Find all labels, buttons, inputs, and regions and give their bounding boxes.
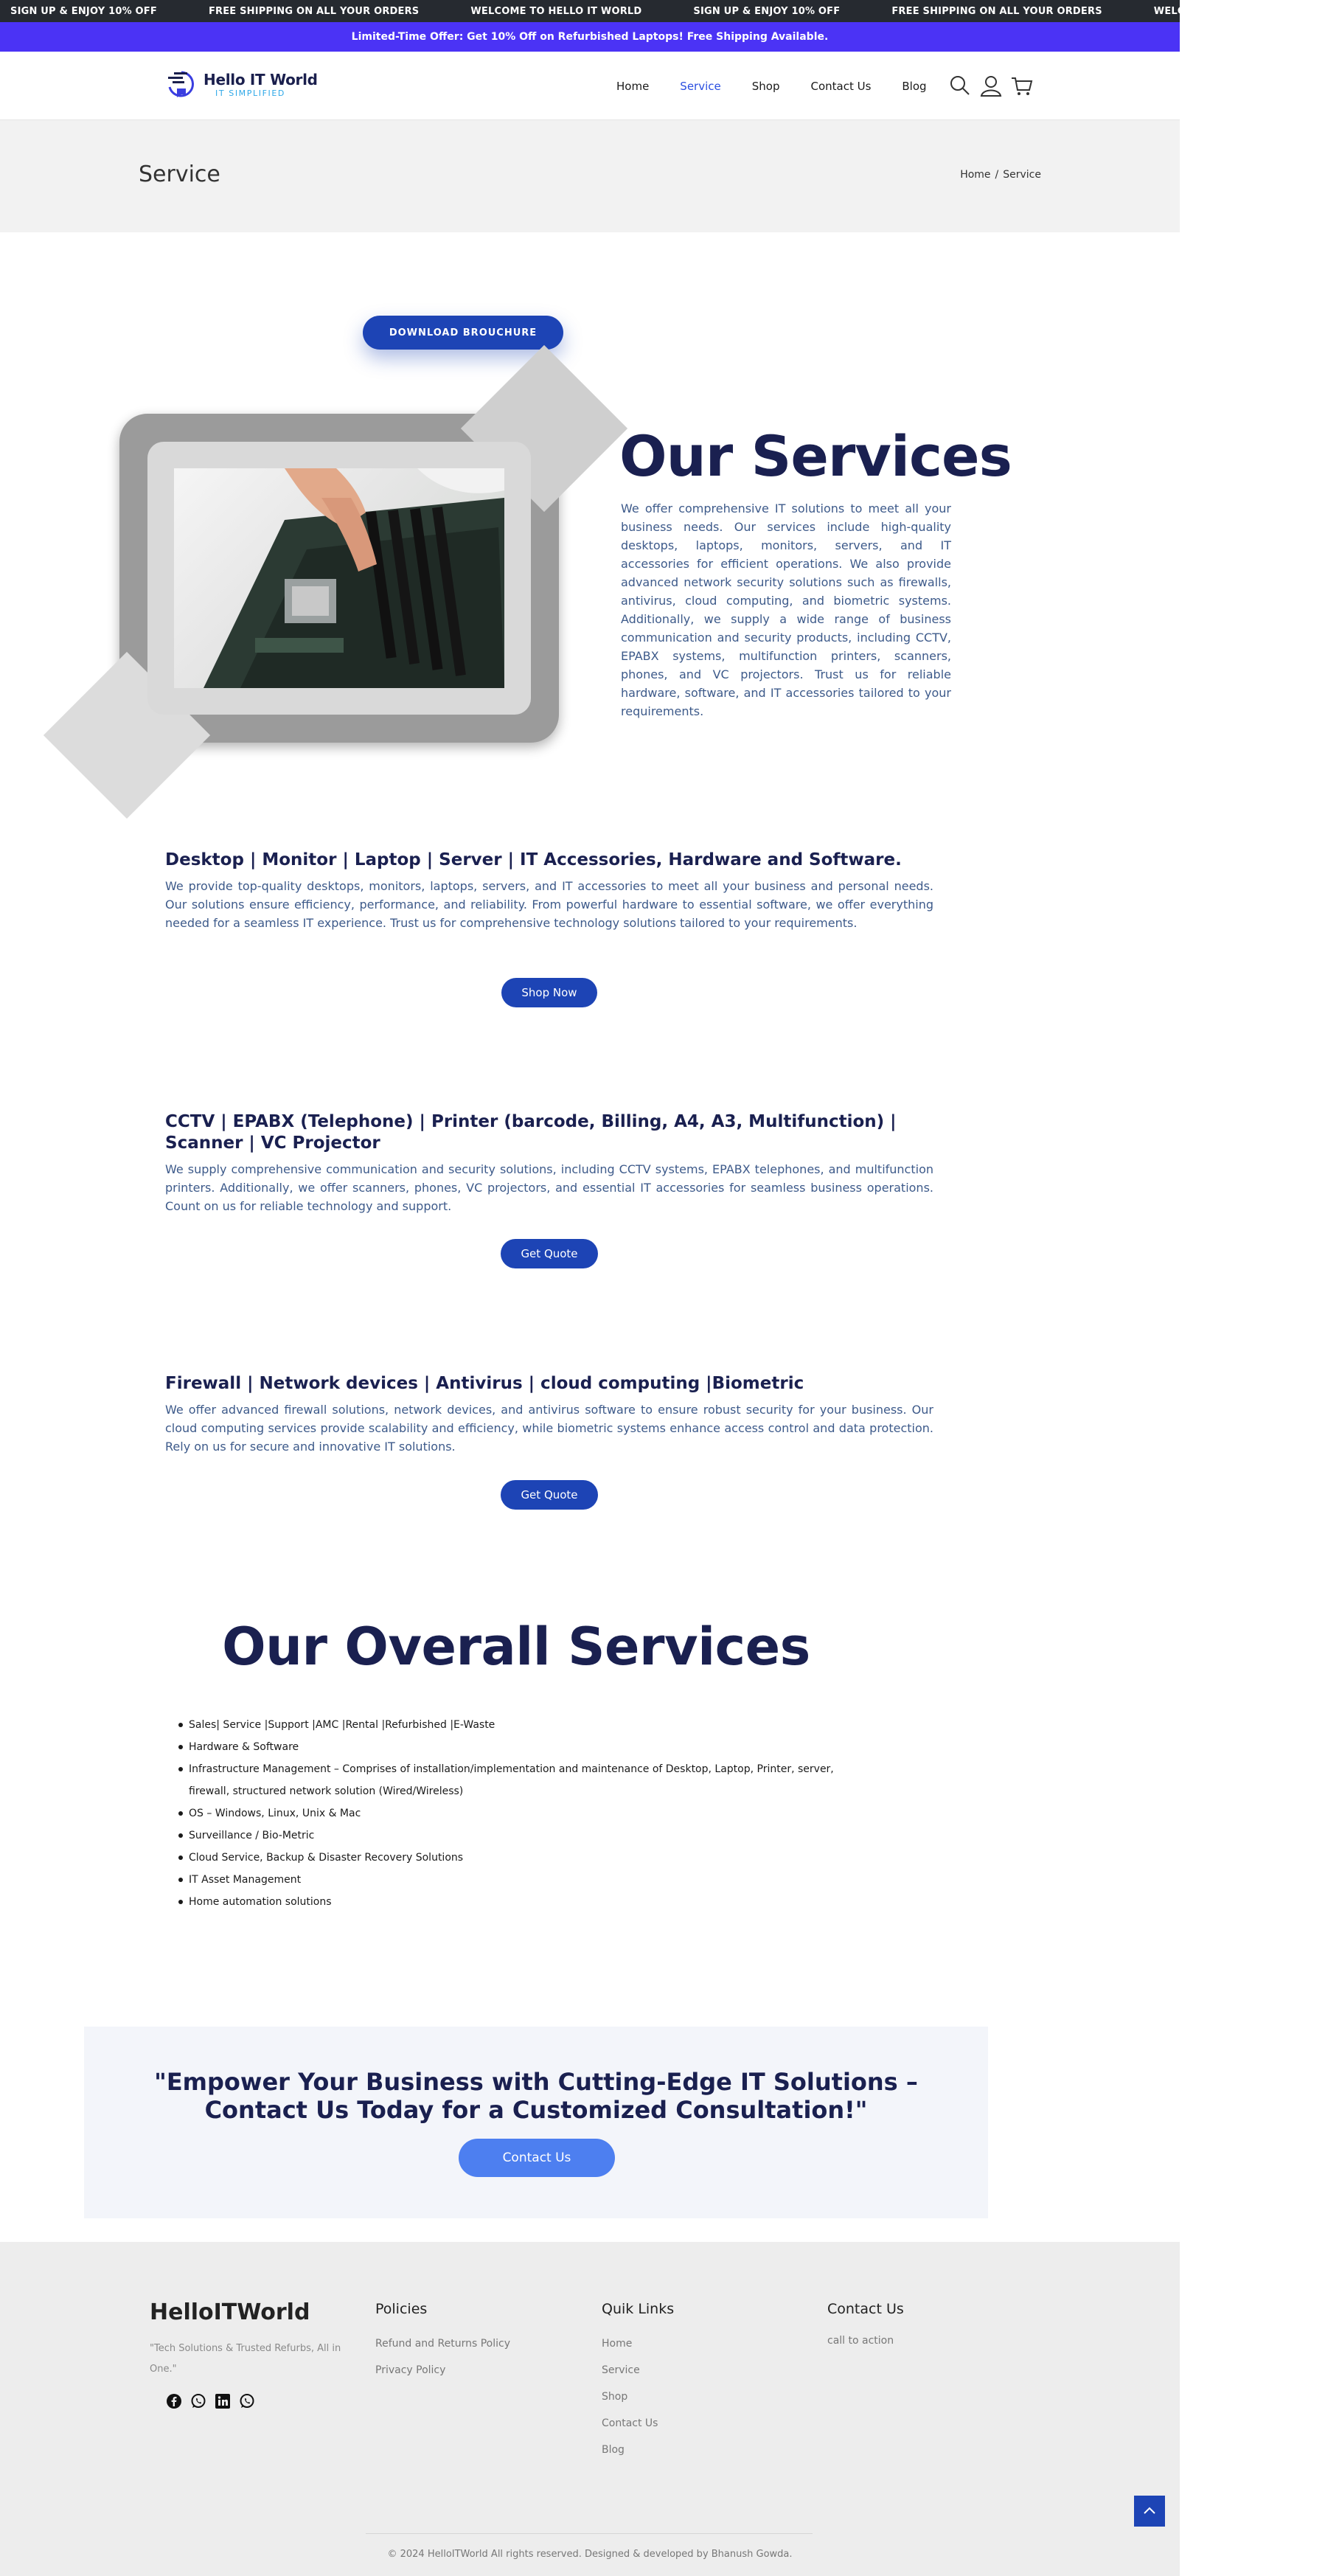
- nav-contact[interactable]: Contact Us: [810, 79, 872, 93]
- service-block-security: [165, 1373, 933, 1456]
- site-header: [0, 52, 1180, 120]
- overall-services-heading: Our Overall Services: [222, 1617, 810, 1677]
- footer-contact-column: [827, 2298, 904, 2347]
- list-item: Hardware & Software: [189, 1736, 852, 1758]
- list-item: Sales| Service |Support |AMC |Rental |Refurbished |E-Waste: [189, 1714, 852, 1736]
- copyright: © 2024 HelloITWorld All rights reserved. Designed & developed by Bhanush Gowda.: [387, 2549, 793, 2560]
- our-services-heading: Our Services: [619, 423, 1012, 489]
- service-title: CCTV | EPABX (Telephone) | Printer (barcode, Billing, A4, A3, Multifunction) | Scanner | VC Projector: [165, 1112, 897, 1153]
- promo-bar: Limited-Time Offer: Get 10% Off on Refurbished Laptops! Free Shipping Available.: [0, 22, 1180, 52]
- ticker-item: SIGN UP & ENJOY 10% OFF: [10, 5, 157, 17]
- footer-policies-column: [375, 2298, 510, 2376]
- ticker-item: WELCOME TO HELLO IT WORLD: [470, 5, 642, 17]
- whatsapp-icon[interactable]: [190, 2393, 206, 2409]
- list-item: IT Asset Management: [189, 1869, 852, 1891]
- breadcrumb-home[interactable]: Home: [960, 169, 991, 181]
- footer-link-blog[interactable]: Blog: [602, 2444, 625, 2456]
- service-text: We supply comprehensive communication and security solutions, including CCTV systems, EPABX telephones, and multifunction printers. Additionally, we offer scanners, phones, VC projectors, and essential IT accessories for seamless business operations. Count on us for reliable technology and support.: [165, 1162, 933, 1213]
- service-block-hardware: [165, 850, 933, 932]
- list-item: Surveillance / Bio-Metric: [189, 1825, 852, 1847]
- service-text: We provide top-quality desktops, monitors, laptops, servers, and IT accessories to meet all your business and personal needs. Our solutions ensure efficiency, performance, and reliability. From powerful hardware to essential software, we offer everything needed for a seamless IT experience. Trust us for comprehensive technology solutions tailored to your requirements.: [165, 879, 933, 930]
- nav-home[interactable]: Home: [616, 79, 650, 93]
- contact-us-button[interactable]: Contact Us: [459, 2139, 615, 2177]
- facebook-icon[interactable]: [166, 2393, 182, 2409]
- service-title: Firewall | Network devices | Antivirus | cloud computing |Biometric: [165, 1374, 804, 1393]
- our-services-text: We offer comprehensive IT solutions to meet all your business needs. Our services include high-quality desktops, laptops, monitors, servers, and IT accessories for efficient operations. We also provide advanced network security solutions such as firewalls, antivirus, cloud computing, and biometric systems. Additionally, we supply a wide range of business communication and security products, including CCTV, EPABX systems, multifunction printers, scanners, phones, and VC projectors. Trust us for reliable hardware, software, and IT accessories tailored to your requirements.: [621, 501, 951, 718]
- page-title: Service: [139, 162, 220, 187]
- list-item: Home automation solutions: [189, 1891, 852, 1913]
- overall-services-list: [189, 1714, 852, 1913]
- page-title-band: [0, 120, 1180, 232]
- main-nav: [616, 52, 958, 120]
- footer-heading: Policies: [375, 2301, 428, 2317]
- footer-link-service[interactable]: Service: [602, 2364, 640, 2376]
- footer-brand-column: [150, 2299, 356, 2409]
- cta-text: "Empower Your Business with Cutting-Edge IT Solutions – Contact Us Today for a Customized Consultation!": [154, 2068, 918, 2124]
- chevron-up-icon: [1134, 2496, 1165, 2527]
- nav-service[interactable]: Service: [680, 79, 721, 93]
- logo-tagline: IT SIMPLIFIED: [215, 88, 285, 98]
- nav-blog[interactable]: Blog: [902, 79, 927, 93]
- back-to-top-button[interactable]: [1134, 2496, 1165, 2527]
- service-text: We offer advanced firewall solutions, network devices, and antivirus software to ensure robust security for your business. Our cloud computing services provide scalability and efficiency, while biometric systems enhance access control and data protection. Rely on us for secure and innovative IT solutions.: [165, 1403, 933, 1454]
- logo-name: Hello IT World: [204, 70, 318, 88]
- breadcrumb-current: Service: [1003, 169, 1041, 181]
- search-icon[interactable]: [948, 74, 972, 97]
- footer-link-refund-policy[interactable]: Refund and Returns Policy: [375, 2338, 510, 2350]
- site-logo[interactable]: [164, 66, 318, 102]
- get-quote-button[interactable]: Get Quote: [501, 1239, 598, 1268]
- motherboard-photo: [174, 468, 504, 688]
- breadcrumb-separator: /: [995, 169, 999, 181]
- user-icon[interactable]: [979, 74, 1003, 97]
- footer-heading: Quik Links: [602, 2301, 675, 2317]
- footer-brand: HelloITWorld: [150, 2299, 310, 2325]
- footer-quick-links-column: [602, 2298, 674, 2456]
- footer-link-privacy-policy[interactable]: Privacy Policy: [375, 2364, 446, 2376]
- footer-heading: Contact Us: [827, 2301, 904, 2317]
- download-brochure-button[interactable]: DOWNLOAD BROUCHURE: [363, 316, 563, 350]
- linkedin-icon[interactable]: [215, 2393, 231, 2409]
- site-footer: [0, 2242, 1180, 2576]
- logo-globe-icon: [164, 66, 199, 102]
- footer-call-to-action[interactable]: call to action: [827, 2335, 894, 2347]
- breadcrumb: [960, 169, 1041, 181]
- list-item: OS – Windows, Linux, Unix & Mac: [189, 1802, 852, 1825]
- list-item: Cloud Service, Backup & Disaster Recovery Solutions: [189, 1847, 852, 1869]
- get-quote-button[interactable]: Get Quote: [501, 1480, 598, 1510]
- nav-shop[interactable]: Shop: [751, 79, 780, 93]
- footer-tagline: "Tech Solutions & Trusted Refurbs, All in One.": [150, 2343, 341, 2375]
- social-links: [166, 2393, 356, 2409]
- list-item: Infrastructure Management – Comprises of installation/implementation and maintenance of Desktop, Laptop, Printer, server, firewall, structured network solution (Wired/Wireless): [189, 1758, 838, 1802]
- services-image-frame: [119, 414, 559, 743]
- footer-link-contact[interactable]: Contact Us: [602, 2417, 658, 2429]
- ticker-item: FREE SHIPPING ON ALL YOUR ORDERS: [891, 5, 1102, 17]
- footer-link-home[interactable]: Home: [602, 2338, 633, 2350]
- announcement-ticker: [0, 0, 1325, 22]
- cart-icon[interactable]: [1010, 74, 1034, 97]
- ticker-item: WELCOME TO HELLO IT WORLD: [1153, 5, 1325, 17]
- ticker-item: FREE SHIPPING ON ALL YOUR ORDERS: [208, 5, 420, 17]
- shop-now-button[interactable]: Shop Now: [501, 978, 597, 1007]
- ticker-item: SIGN UP & ENJOY 10% OFF: [693, 5, 841, 17]
- service-block-communication: [165, 1111, 933, 1215]
- service-title: Desktop | Monitor | Laptop | Server | IT Accessories, Hardware and Software.: [165, 850, 902, 869]
- whatsapp-icon[interactable]: [239, 2393, 255, 2409]
- cta-section: [84, 2027, 988, 2218]
- footer-link-shop[interactable]: Shop: [602, 2391, 628, 2403]
- footer-divider: [366, 2533, 813, 2534]
